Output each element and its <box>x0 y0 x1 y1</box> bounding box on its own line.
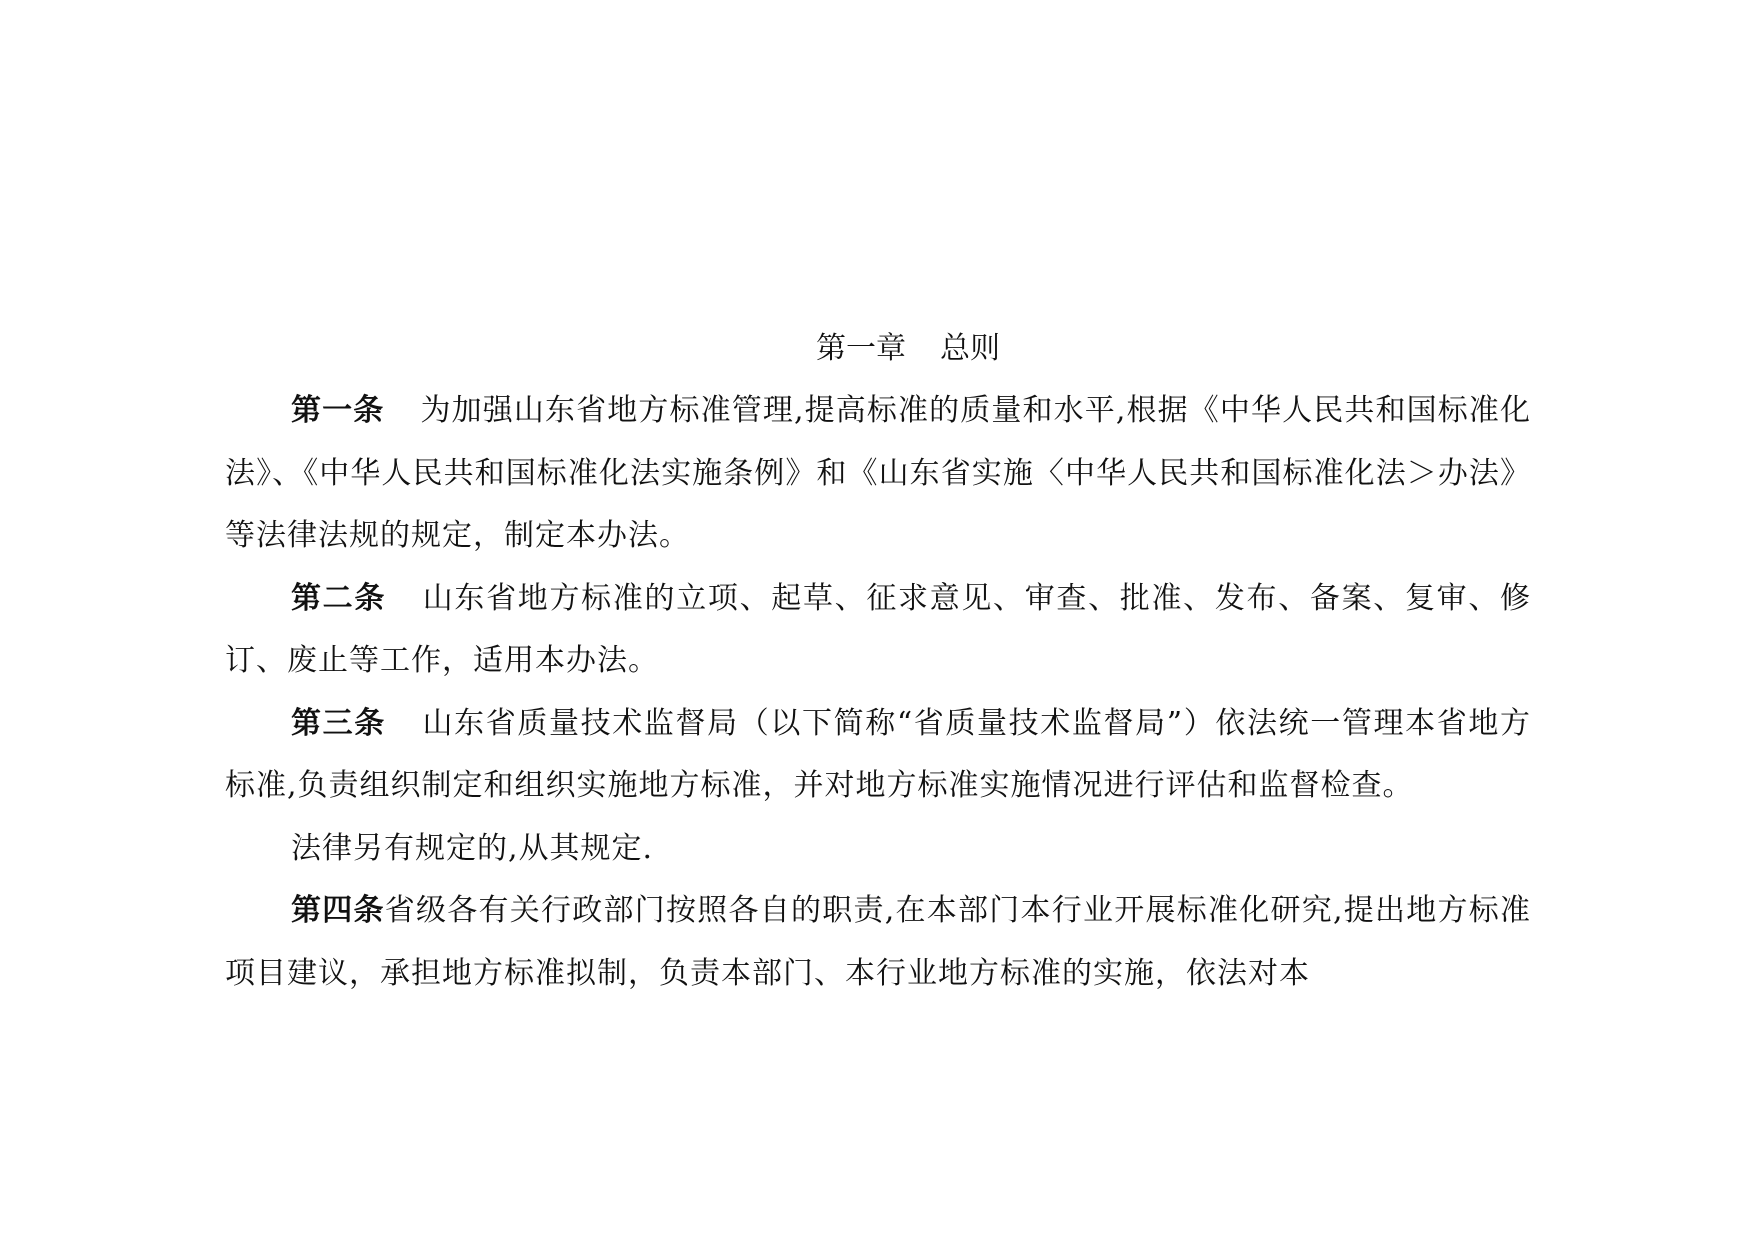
article-1-label: 第一条 <box>291 393 385 428</box>
chapter-title: 总则 <box>940 331 1000 366</box>
article-2 <box>225 568 1531 693</box>
article-1 <box>225 380 1531 568</box>
article-4 <box>225 880 1531 1005</box>
article-4-label: 第四条 <box>291 893 385 928</box>
article-2-label: 第二条 <box>291 580 387 616</box>
article-3-clause <box>225 818 1531 881</box>
article-1-text: 为加强山东省地方标准管理,提高标准的质量和水平,根据《中华人民共和国标准化法》、《中华人民共和国标准化法实施条例》和《山东省实施〈中华人民共和国标准化法＞办法》等法律法规的规定，制定本办法。 <box>225 393 1531 553</box>
chapter-heading <box>225 318 1531 380</box>
article-2-text: 山东省地方标准的立项、起草、征求意见、审查、批准、发布、备案、复审、修订、废止等工作，适用本办法。 <box>225 580 1532 678</box>
document-body <box>225 318 1531 1005</box>
chapter-number: 第一章 <box>816 331 906 366</box>
article-3 <box>225 693 1531 818</box>
article-4-text: 省级各有关行政部门按照各自的职责,在本部门本行业开展标准化研究,提出地方标准项目建议，承担地方标准拟制，负责本部门、本行业地方标准的实施，依法对本 <box>225 893 1531 991</box>
article-3-clause-text: 法律另有规定的,从其规定. <box>291 830 654 866</box>
article-3-text: 山东省质量技术监督局（以下简称“省质量技术监督局”）依法统一管理本省地方标准,负责组织制定和组织实施地方标准，并对地方标准实施情况进行评估和监督检查。 <box>225 705 1531 803</box>
article-3-label: 第三条 <box>291 705 386 741</box>
